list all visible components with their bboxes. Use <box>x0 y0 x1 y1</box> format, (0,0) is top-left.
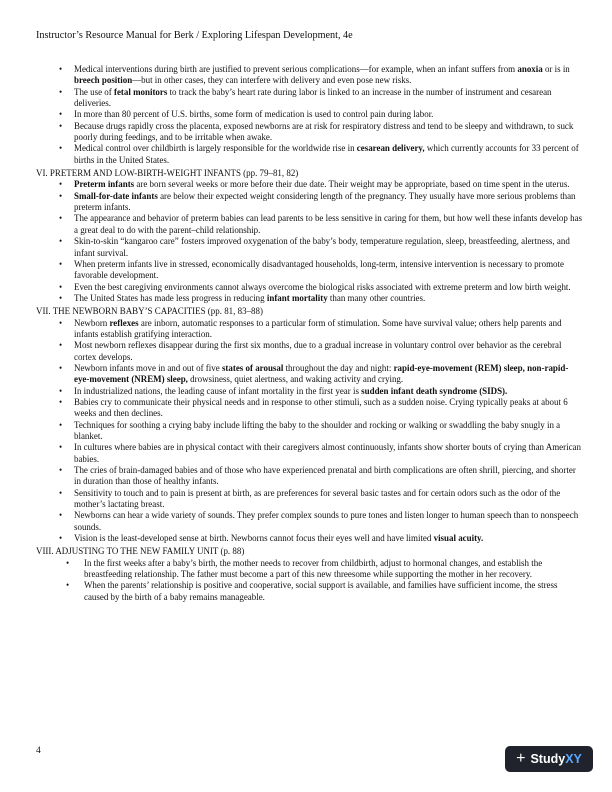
bullet-text: Because drugs rapidly cross the placenta, exposed newborns are at risk for respiratory distress and tend to be sleepy and withdrawn, to suck poorly during feedings, and to be irritable when awake. <box>74 120 574 143</box>
bullet-item <box>36 236 582 259</box>
bullet-item <box>36 533 582 544</box>
bullet-text: The appearance and behavior of preterm babies can lead parents to be less sensitive in caring for them, but how well these infants develop has a great deal to do with the parent–child relationship. <box>74 213 583 235</box>
key-term: Small-for-date infants <box>74 190 158 201</box>
key-term: Preterm infants <box>74 179 135 190</box>
running-header: Instructor’s Resource Manual for Berk / Exploring Lifespan Development, 4e <box>36 30 353 41</box>
key-term: cesarean delivery, <box>356 143 425 154</box>
section-bullet-list <box>36 558 582 603</box>
bullet-item <box>36 397 582 420</box>
bullet-item <box>36 282 582 293</box>
key-term: visual acuity. <box>433 533 484 544</box>
bullet-item <box>36 340 582 363</box>
bullet-item <box>36 143 582 166</box>
bullet-text: which currently accounts for 33 percent of births in the United States. <box>74 143 579 165</box>
bullet-text: Most newborn reflexes disappear during the first six months, due to a gradual increase in voluntary control over behavior as the cerebral cortex develops. <box>74 340 562 362</box>
key-term: states of arousal <box>221 362 284 373</box>
bullet-text: In the first weeks after a baby’s birth, the mother needs to recover from childbirth, adjust to hormonal changes, and establish the breastfeeding relationship. The father must become a part of this new threesome while supporting the mother in her recovery. <box>84 557 543 580</box>
bullet-text: —but in other cases, they can interfere with delivery and even pose new risks. <box>132 75 412 86</box>
bullet-text: to track the baby’s heart rate during labor is linked to an increase in the number of instrument and cesarean deliveries. <box>74 86 552 109</box>
bullet-item <box>36 465 582 488</box>
bullet-item <box>36 510 582 533</box>
intro-bullet-list <box>36 64 582 166</box>
bullet-item <box>36 64 582 87</box>
bullet-item <box>36 558 582 581</box>
bullet-item <box>36 109 582 120</box>
bullet-item <box>36 318 582 341</box>
section-bullet-list <box>36 318 582 545</box>
plus-icon: + <box>516 750 526 767</box>
key-term: fetal monitors <box>113 86 168 97</box>
bullet-item <box>36 179 582 190</box>
bullet-text: Newborn infants move in and out of five <box>74 362 222 373</box>
bullet-item <box>36 293 582 304</box>
bullet-text: Vision is the least-developed sense at birth. Newborns cannot focus their eyes well and have limited <box>74 533 434 544</box>
bullet-text: Skin-to-skin “kangaroo care” fosters improved oxygenation of the baby’s body, temperature regulation, sleep, breastfeeding, alertness, and infant survival. <box>74 236 570 258</box>
bullet-text: are inborn, automatic responses to a particular form of stimulation. Some have survival value; others help parents and infants establish gratifying interaction. <box>74 317 562 339</box>
bullet-text: than many other countries. <box>327 292 426 303</box>
logo-text: Study <box>530 752 566 766</box>
bullet-text: Newborn <box>74 317 110 328</box>
bullet-item <box>36 213 582 236</box>
bullet-text: Babies cry to communicate their physical needs and in response to other stimuli, such as a sudden noise. Crying typically peaks at about 6 weeks and then declines. <box>74 396 568 419</box>
key-term: reflexes <box>109 317 139 328</box>
section-bullet-list <box>36 179 582 304</box>
bullet-text: In more than 80 percent of U.S. births, some form of medication is used to control pain during labor. <box>74 109 434 120</box>
bullet-text: Even the best caregiving environments cannot always overcome the biological risks associated with extreme preterm and low birth weight. <box>74 281 571 292</box>
bullet-text: Newborns can hear a wide variety of sounds. They prefer complex sounds to pure tones and listen longer to human speech than to nonspeech sounds. <box>74 510 579 532</box>
bullet-text: Medical control over childbirth is largely responsible for the worldwide rise in <box>74 143 357 154</box>
key-term: anoxia <box>517 64 543 74</box>
bullet-item <box>36 420 582 443</box>
bullet-item <box>36 386 582 397</box>
bullet-item <box>36 191 582 214</box>
studyxy-logo <box>505 746 593 772</box>
bullet-text: When preterm infants live in stressed, economically disadvantaged households, long-term, intensive intervention is necessary to promote favorable development. <box>74 258 564 281</box>
page-number: 4 <box>36 746 41 756</box>
bullet-item <box>36 580 582 603</box>
key-term: rapid-eye-movement (REM) sleep, non-rapid-eye-movement (NREM) sleep, <box>74 362 569 385</box>
bullet-text: The cries of brain-damaged babies and of those who have experienced prenatal and birth complications are often shrill, piercing, and shorter in duration than those of healthy infants. <box>74 465 576 487</box>
bullet-item <box>36 259 582 282</box>
bullet-text: or is in <box>542 64 570 74</box>
bullet-text: The United States has made less progress in reducing <box>74 292 267 303</box>
key-term: infant mortality <box>266 292 328 303</box>
section-heading: VII. THE NEWBORN BABY’S CAPACITIES (pp. 81, 83–88) <box>36 306 263 317</box>
document-body <box>36 64 582 603</box>
bullet-text: Medical interventions during birth are justified to prevent serious complications—for example, when an infant suffers from <box>74 64 518 74</box>
bullet-text: In industrialized nations, the leading cause of infant mortality in the first year is <box>74 385 362 396</box>
bullet-text: The use of <box>74 86 114 97</box>
bullet-text: Sensitivity to touch and to pain is present at birth, as are preferences for several basic tastes and for certain odors such as the odor of the mother’s lactating breast. <box>74 487 561 510</box>
section-heading: VIII. ADJUSTING TO THE NEW FAMILY UNIT (p. 88) <box>36 546 245 557</box>
bullet-item <box>36 121 582 144</box>
bullet-text: are below their expected weight considering length of the pregnancy. They usually have more serious problems than preterm infants. <box>74 190 576 213</box>
bullet-item <box>36 488 582 511</box>
key-term: sudden infant death syndrome (SIDS). <box>361 385 508 396</box>
bullet-text: throughout the day and night: <box>283 362 394 373</box>
bullet-item <box>36 363 582 386</box>
bullet-text: drowsiness, quiet alertness, and waking activity and crying. <box>187 374 404 385</box>
section-heading: VI. PRETERM AND LOW-BIRTH-WEIGHT INFANTS (pp. 79–81, 82) <box>36 168 299 179</box>
bullet-text: are born several weeks or more before their due date. Their weight may be appropriate, based on time spent in the uterus. <box>134 179 570 190</box>
bullet-item <box>36 442 582 465</box>
bullet-item <box>36 87 582 110</box>
key-term: breech position <box>74 75 133 86</box>
logo-accent-text: XY <box>565 752 582 766</box>
bullet-text: Techniques for soothing a crying baby include lifting the baby to the shoulder and rocking or walking or swaddling the baby snugly in a blanket. <box>74 419 561 441</box>
bullet-text: When the parents’ relationship is positive and cooperative, social support is available, and families have sufficient income, the stress caused by the birth of a baby remains manageable. <box>84 580 558 602</box>
sections-container <box>36 168 582 603</box>
bullet-text: In cultures where babies are in physical contact with their caregivers almost continuously, infants show shorter bouts of crying than American babies. <box>74 442 581 464</box>
